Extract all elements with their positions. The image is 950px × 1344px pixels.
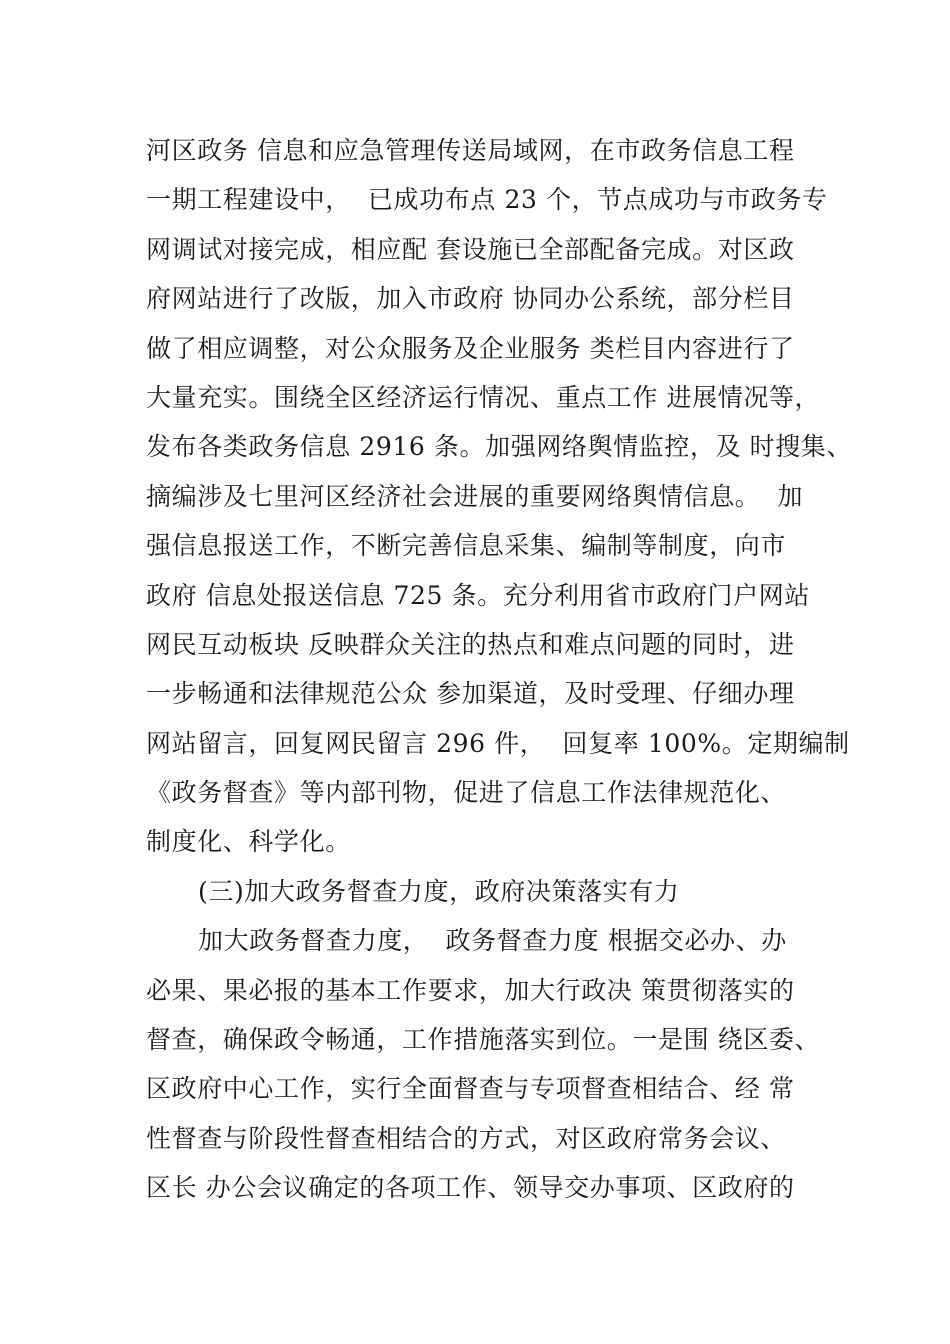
body-line-20: 区政府中心工作，实行全面督查与专项督查相结合、经 常: [146, 1074, 795, 1104]
body-line-11: 网民互动板块 反映群众关注的热点和难点问题的同时，进: [146, 629, 795, 659]
body-line-17: 加大政务督查力度， 政务督查力度 根据交必办、办: [198, 926, 787, 956]
document-body: [146, 126, 853, 1213]
body-line-21: 性督查与阶段性督查相结合的方式，对区政府常务会议、: [146, 1123, 787, 1153]
body-line-2: 一期工程建设中， 已成功布点 23 个，节点成功与市政务专: [146, 185, 828, 215]
body-line-5: 做了相应调整，对公众服务及企业服务 类栏目内容进行了: [146, 333, 795, 363]
body-line-18: 必果、果必报的基本工作要求，加大行政决 策贯彻落实的: [146, 975, 795, 1005]
body-line-8: 摘编涉及七里河区经济社会进展的重要网络舆情信息。 加: [146, 481, 804, 511]
body-line-14: 《政务督查》等内部刊物，促进了信息工作法律规范化、: [146, 778, 787, 808]
body-line-10: 政府 信息处报送信息 725 条。充分利用省市政府门户网站: [146, 580, 810, 610]
body-line-22: 区长 办公会议确定的各项工作、领导交办事项、区政府的: [146, 1173, 795, 1203]
section-heading: (三)加大政务督查力度，政府决策落实有力: [198, 876, 680, 906]
body-line-13: 网站留言，回复网民留言 296 件， 回复率 100%。定期编制: [146, 728, 850, 758]
body-line-4: 府网站进行了改版，加入市政府 协同办公系统，部分栏目: [146, 284, 795, 314]
body-line-6: 大量充实。围绕全区经济运行情况、重点工作 进展情况等，: [146, 382, 821, 412]
body-line-9: 强信息报送工作，不断完善信息采集、编制等制度，向市: [146, 531, 787, 561]
body-line-19: 督查，确保政令畅通，工作措施落实到位。一是围 绕区委、: [146, 1025, 821, 1055]
body-line-7: 发布各类政务信息 2916 条。加强网络舆情监控，及 时搜集、: [146, 432, 853, 462]
body-line-3: 网调试对接完成，相应配 套设施已全部配备完成。对区政: [146, 234, 795, 264]
body-line-12: 一步畅通和法律规范公众 参加渠道，及时受理、仔细办理: [146, 679, 795, 709]
body-line-1: 河区政务 信息和应急管理传送局域网，在市政务信息工程: [146, 136, 795, 165]
body-line-15: 制度化、科学化。: [146, 827, 351, 857]
